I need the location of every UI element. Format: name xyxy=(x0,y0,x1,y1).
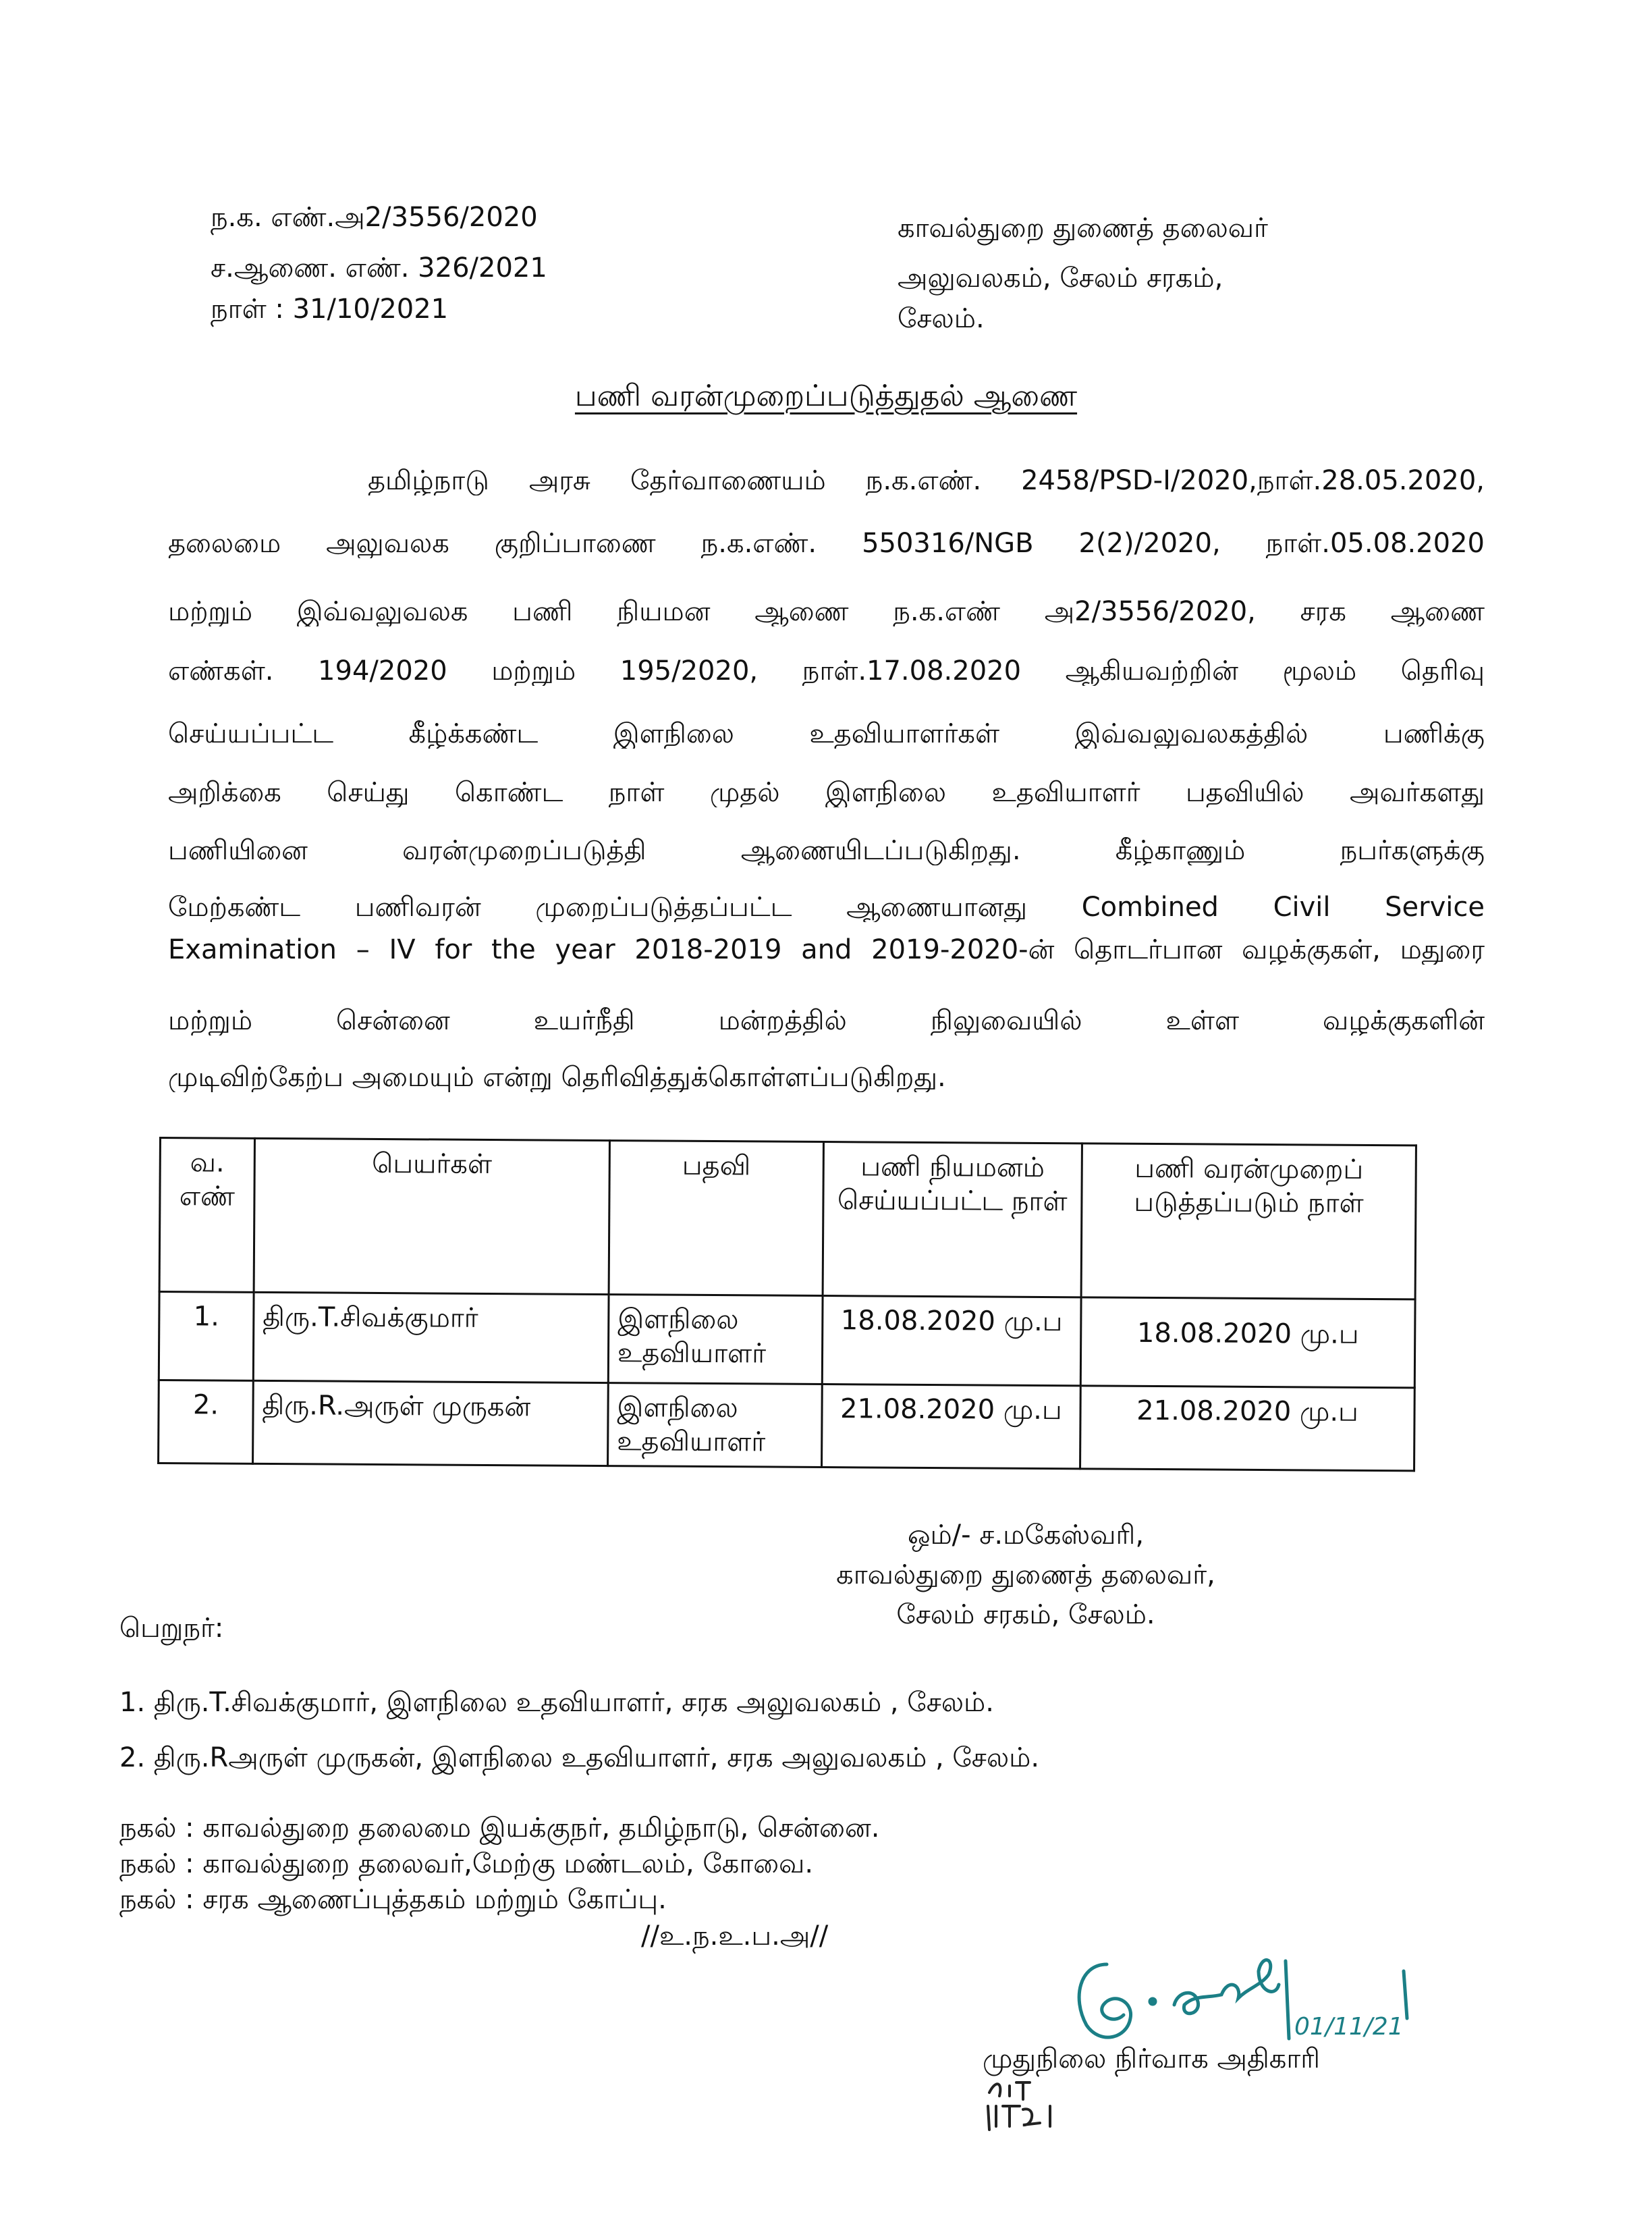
cell-serial: 1. xyxy=(159,1292,254,1381)
signatory-designation: காவல்துறை துணைத் தலைவர், xyxy=(836,1559,1215,1590)
paragraph-line: முடிவிற்கேற்ப அமையும் என்று தெரிவித்துக்கொள்ளப்படுகிறது. xyxy=(168,1062,946,1092)
paragraph-line: அறிக்கை செய்து கொண்ட நாள் முதல் இளநிலை உதவியாளர் பதவியில் அவர்களது xyxy=(168,778,1485,807)
order-number: ச.ஆணை. எண். 326/2021 xyxy=(211,252,547,284)
copy-to-item: நகல் : காவல்துறை தலைவர்,மேற்கு மண்டலம், கோவை. xyxy=(119,1848,814,1879)
paragraph-line: Examination – IV for the year 2018-2019 and 2019-2020-ன் தொடர்பான வழக்குகள், மதுரை xyxy=(168,935,1485,965)
cell-appointment-date: 21.08.2020 மு.ப xyxy=(821,1384,1080,1469)
recipients-label: பெறுநர்: xyxy=(119,1613,224,1644)
header-appointment-date: பணி நியமனம் செய்யப்பட்ட நாள் xyxy=(823,1142,1082,1297)
cell-name: திரு.T.சிவக்குமார் xyxy=(253,1292,609,1382)
paragraph-line: பணியினை வரன்முறைப்படுத்தி ஆணையிடப்படுகிறது. கீழ்காணும் நபர்களுக்கு xyxy=(168,836,1485,865)
cell-post: இளநிலை உதவியாளர் xyxy=(607,1383,821,1468)
paragraph-line: எண்கள். 194/2020 மற்றும் 195/2020, நாள்.17.08.2020 ஆகியவற்றின் மூலம் தெரிவு xyxy=(168,656,1485,686)
cell-name: திரு.R.அருள் முருகன் xyxy=(252,1380,608,1465)
document-title-text: பணி வரன்முறைப்படுத்துதல் ஆணை xyxy=(574,379,1078,413)
document-title xyxy=(0,381,1652,411)
table-header-row xyxy=(159,1138,1416,1299)
cell-regularisation-date: 21.08.2020 மு.ப xyxy=(1080,1386,1415,1471)
paragraph-line: மேற்கண்ட பணிவரன் முறைப்படுத்தப்பட்ட ஆணையானது Combined Civil Service xyxy=(168,892,1485,922)
signatory-block xyxy=(742,1515,1309,1635)
officer-title: முதுநிலை நிர்வாக அதிகாரி xyxy=(983,2043,1320,2074)
header-serial-no: வ. எண் xyxy=(159,1138,254,1293)
cell-serial: 2. xyxy=(159,1380,254,1464)
handwritten-date: 01/11/21 xyxy=(1294,2013,1404,2041)
copy-to-item: நகல் : காவல்துறை தலைமை இயக்குநர், தமிழ்நாடு, சென்னை. xyxy=(119,1812,880,1844)
header-regularisation-date: பணி வரன்முறைப் படுத்தப்படும் நாள் xyxy=(1081,1144,1416,1299)
signatory-office: சேலம் சரகம், சேலம். xyxy=(896,1599,1155,1630)
paragraph-line: செய்யப்பட்ட கீழ்க்கண்ட இளநிலை உதவியாளர்கள் இவ்வலுவலகத்தில் பணிக்கு xyxy=(168,719,1485,749)
header-post: பதவி xyxy=(609,1141,823,1296)
regularisation-table xyxy=(157,1137,1417,1472)
cell-regularisation-date: 18.08.2020 மு.ப xyxy=(1080,1297,1415,1388)
cell-post: இளநிலை உதவியாளர் xyxy=(608,1295,822,1384)
paragraph-line: தலைமை அலுவலக குறிப்பாணை ந.க.எண். 550316/NGB 2(2)/2020, நாள்.05.08.2020 xyxy=(168,529,1485,558)
attestation-mark: //உ.ந.உ.ப.அ// xyxy=(641,1920,829,1952)
office-line-2: அலுவலகம், சேலம் சரகம், xyxy=(898,263,1223,294)
recipient-item: 1. திரு.T.சிவக்குமார், இளநிலை உதவியாளர், சரக அலுவலகம் , சேலம். xyxy=(119,1687,994,1718)
office-line-3: சேலம். xyxy=(898,303,985,334)
paragraph-line: மற்றும் இவ்வலுவலக பணி நியமன ஆணை ந.க.எண் அ2/3556/2020, சரக ஆணை xyxy=(168,597,1485,626)
table-row xyxy=(159,1292,1415,1388)
table-row xyxy=(159,1380,1415,1471)
copy-to-item: நகல் : சரக ஆணைப்புத்தகம் மற்றும் கோப்பு. xyxy=(119,1884,667,1915)
header-names: பெயர்கள் xyxy=(254,1138,609,1294)
office-line-1: காவல்துறை துணைத் தலைவர் xyxy=(898,213,1268,244)
order-date: நாள் : 31/10/2021 xyxy=(211,294,449,325)
cell-appointment-date: 18.08.2020 மு.ப xyxy=(822,1296,1081,1386)
paragraph-line: மற்றும் சென்னை உயர்நீதி மன்றத்தில் நிலுவையில் உள்ள வழக்குகளின் xyxy=(168,1006,1485,1035)
signatory-name: ஒம்/- ச.மகேஸ்வரி, xyxy=(907,1519,1145,1551)
recipient-item: 2. திரு.Rஅருள் முருகன், இளநிலை உதவியாளர், சரக அலுவலகம் , சேலம். xyxy=(119,1742,1040,1773)
handwritten-signature xyxy=(1066,1937,1471,2059)
handwritten-initials xyxy=(983,2072,1070,2133)
paragraph-line: தமிழ்நாடு அரசு தேர்வாணையம் ந.க.எண். 2458/PSD-I/2020,நாள்.28.05.2020, xyxy=(368,466,1485,495)
reference-number: ந.க. எண்.அ2/3556/2020 xyxy=(211,202,538,233)
